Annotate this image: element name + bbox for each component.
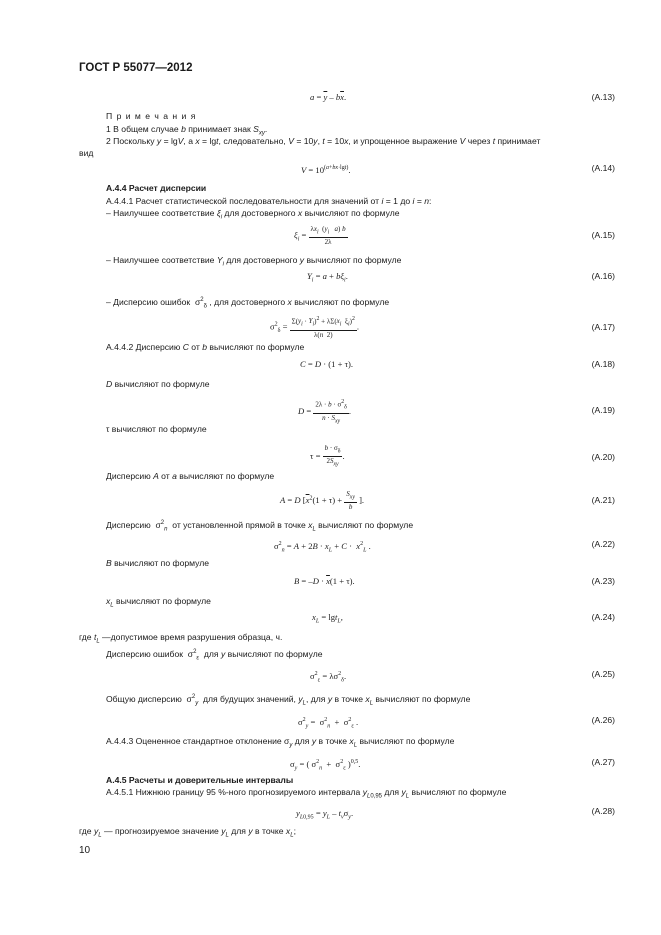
equation-number: (А.14)	[591, 163, 615, 173]
equation-number: (А.27)	[591, 757, 615, 767]
note-1: 1 В общем случае b принимает знак $S_{xy}$.	[106, 124, 268, 137]
paragraph-disp-n: Дисперсию $\sigma^2_n$ от установленной прямой в точке $x_L$ вычисляют по формуле	[106, 519, 414, 533]
equation-number: (А.24)	[591, 612, 615, 622]
paragraph-tau-calc: τ вычисляют по формуле	[106, 424, 207, 434]
equation-a27: $\sigma_y$ = ( $\sigma^2_n + \sigma^2_\varepsilon$ )$^{0,5}$.	[290, 758, 361, 772]
equation-number: (А.25)	[591, 669, 615, 679]
equation-a16: $Y_i = a + b\xi_i$.	[307, 271, 348, 284]
paragraph-a4443: А.4.4.3 Оцененное стандартное отклонение $\sigma_y$ для y в точке $x_L$ вычисляют по формуле	[106, 736, 455, 749]
equation-number: (А.17)	[591, 322, 615, 332]
page-number: 10	[79, 845, 91, 856]
equation-a13: $a = \overline{y} - b\overline{x}$.	[310, 92, 347, 102]
note-2-continuation: вид	[79, 148, 94, 158]
equation-a25: $\sigma^2_\varepsilon = \lambda\sigma^2_\delta$.	[310, 670, 347, 684]
paragraph-a4442: А.4.4.2 Дисперсию C от b вычисляют по формуле	[106, 342, 305, 352]
equation-a28: $y_{L0,95} = y_L - t_v\sigma_y$.	[296, 808, 354, 821]
equation-number: (А.20)	[591, 452, 615, 462]
equation-a15: $\xi_i$ = $\frac{\lambda x_i (y_i a) b}{2\lambda}$	[294, 225, 346, 247]
equation-number: (А.13)	[591, 92, 615, 102]
paragraph-dash-1: – Наилучшее соответствие $\xi_i$ для достоверного x вычисляют по формуле	[106, 208, 400, 221]
equation-a22: $\sigma^2_n = A + 2B \cdot x_L + C \cdot x^2_L$ .	[274, 540, 371, 554]
equation-number: (А.16)	[591, 271, 615, 281]
equation-a17: $\sigma^2_\delta$ = $\frac{\Sigma(y_i \cdot Y_i)^2 + \lambda\Sigma(x_i \xi_i)^2}{\lambda(n 2)}$ .	[270, 316, 360, 339]
paragraph-dash-2: – Наилучшее соответствие $Y_i$ для достоверного y вычисляют по формуле	[106, 255, 402, 268]
paragraph-d-calc: D вычисляют по формуле	[106, 379, 210, 389]
equation-number: (А.19)	[591, 405, 615, 415]
equation-a23: $B = -D \cdot \overline{x}(1 + \tau)$.	[294, 576, 355, 586]
equation-a21: A = D [$\overline{x}^2(1 + \tau)$ + $\frac{S_{xy}}{b}$ ].	[280, 490, 365, 512]
equation-number: (А.15)	[591, 230, 615, 240]
equation-a14: $V = 10^{(a+bx\cdot lgt)}$.	[301, 164, 351, 175]
notes-title: П р и м е ч а н и я	[106, 111, 197, 121]
equation-a26: $\sigma^2_y = \sigma^2_n + \sigma^2_\varepsilon$ .	[298, 716, 359, 730]
paragraph-b-calc: B вычисляют по формуле	[106, 558, 210, 568]
paragraph-total-disp: Общую дисперсию $\sigma^2_y$ для будущих значений, $y_L$, для y в точке $x_L$ вычисляют по формуле	[106, 693, 471, 707]
equation-a19: D = $\frac{2\lambda \cdot b \cdot \sigma^2_\delta}{n \cdot S_{xy}}$ .	[298, 399, 352, 425]
equation-a20: τ = $\frac{b \cdot \sigma_\delta}{2S_{xy}}$ .	[310, 444, 345, 468]
equation-number: (А.18)	[591, 359, 615, 369]
document-header: ГОСТ Р 55077—2012	[79, 62, 193, 74]
paragraph-xl-calc: $x_L$ вычисляют по формуле	[106, 596, 211, 609]
paragraph-yl-def: где $y_L$ — прогнозируемое значение $y_L$ для y в точке $x_L$;	[79, 826, 296, 839]
equation-number: (А.26)	[591, 715, 615, 725]
paragraph-tl-def: где $t_L$ —допустимое время разрушения образца, ч.	[79, 632, 283, 645]
equation-number: (А.23)	[591, 576, 615, 586]
paragraph-disp-a: Дисперсию A от a вычисляют по формуле	[106, 471, 275, 481]
paragraph-a4441: А.4.4.1 Расчет статистической последовательности для значений от i = 1 до i = n:	[106, 196, 432, 206]
equation-number: (А.21)	[591, 495, 615, 505]
equation-number: (А.22)	[591, 539, 615, 549]
note-2: 2 Поскольку y = lgV, а x = lgt, следовательно, V = 10y, t = 10x, и упрощенное выражение V через t принимает	[106, 136, 541, 146]
paragraph-dash-3: – Дисперсию ошибок $\sigma^2_\delta$ , для достоверного x вычисляют по формуле	[106, 296, 390, 310]
section-heading: А.4.5 Расчеты и доверительные интервалы	[106, 775, 294, 785]
section-heading: А.4.4 Расчет дисперсии	[106, 183, 207, 193]
equation-a24: $x_L = \lg t_L$,	[312, 612, 343, 625]
paragraph-err-disp: Дисперсию ошибок $\sigma^2_\varepsilon$ для y вычисляют по формуле	[106, 648, 323, 662]
paragraph-a4451: А.4.5.1 Нижнюю границу 95 %-ного прогнозируемого интервала $y_{L0,95}$ для $y_L$ вычисляют по формуле	[106, 787, 507, 800]
equation-number: (А.28)	[591, 806, 615, 816]
equation-a18: C = D · (1 + τ).	[300, 359, 354, 369]
